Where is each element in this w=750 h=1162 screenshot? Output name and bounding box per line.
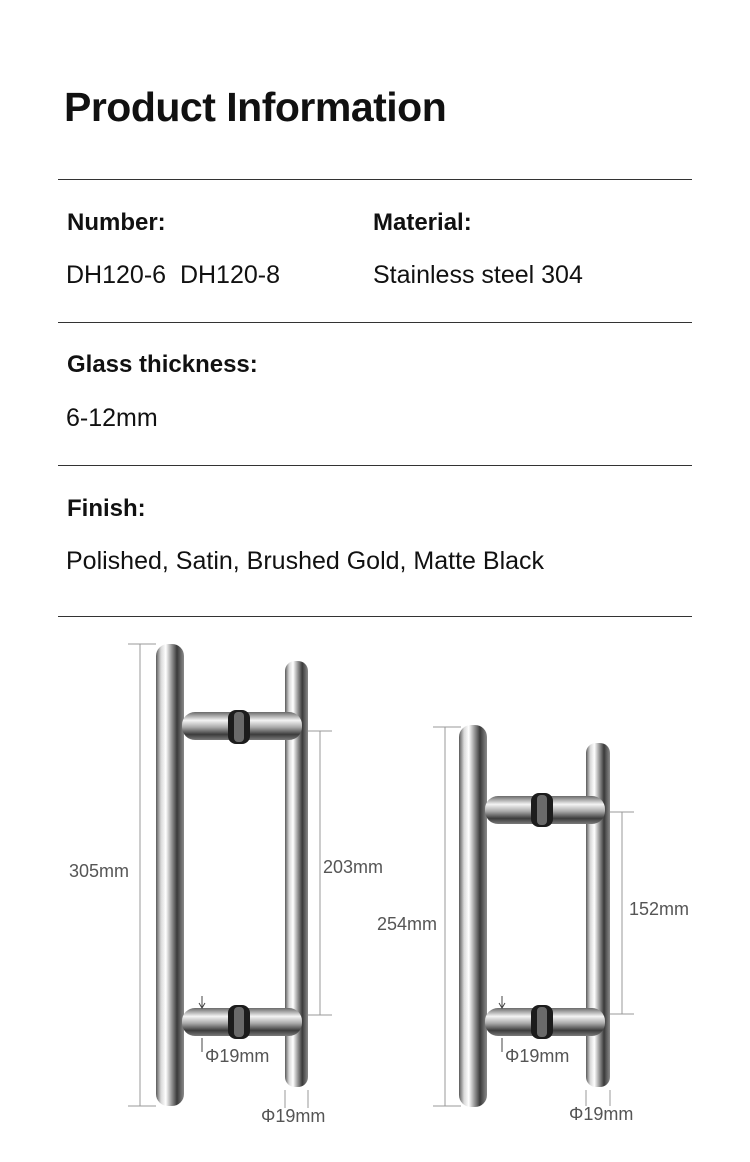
divider xyxy=(58,465,692,466)
center-distance-label: 203mm xyxy=(323,857,384,877)
finish-value: Polished, Satin, Brushed Gold, Matte Black xyxy=(66,547,545,575)
large-handle xyxy=(69,644,383,1126)
bar-diameter-label: Φ19mm xyxy=(205,1046,270,1066)
small-handle xyxy=(377,725,689,1124)
glass-thickness-value: 6-12mm xyxy=(66,404,158,432)
finish-label: Finish: xyxy=(67,495,146,522)
glass-thickness-label: Glass thickness: xyxy=(67,351,258,378)
divider xyxy=(58,322,692,323)
divider xyxy=(58,616,692,617)
post-diameter-label: Φ19mm xyxy=(261,1106,326,1126)
page-title: Product Information xyxy=(64,84,447,130)
material-label: Material: xyxy=(373,209,472,236)
long-bar xyxy=(459,725,487,1107)
center-distance-label: 152mm xyxy=(629,899,690,919)
standoff-gasket xyxy=(537,1007,547,1037)
length-label: 305mm xyxy=(69,861,130,881)
number-value: DH120-6 DH120-8 xyxy=(66,261,280,289)
length-label: 254mm xyxy=(377,914,438,934)
divider xyxy=(58,179,692,180)
post-diameter-label: Φ19mm xyxy=(569,1104,634,1124)
material-value: Stainless steel 304 xyxy=(373,261,583,289)
standoff-gasket xyxy=(234,1007,244,1037)
bar-diameter-label: Φ19mm xyxy=(505,1046,570,1066)
standoff-gasket xyxy=(234,712,244,742)
number-label: Number: xyxy=(67,209,166,236)
handle-dimension-diagram xyxy=(0,630,750,1162)
standoff-gasket xyxy=(537,795,547,825)
long-bar xyxy=(156,644,184,1106)
